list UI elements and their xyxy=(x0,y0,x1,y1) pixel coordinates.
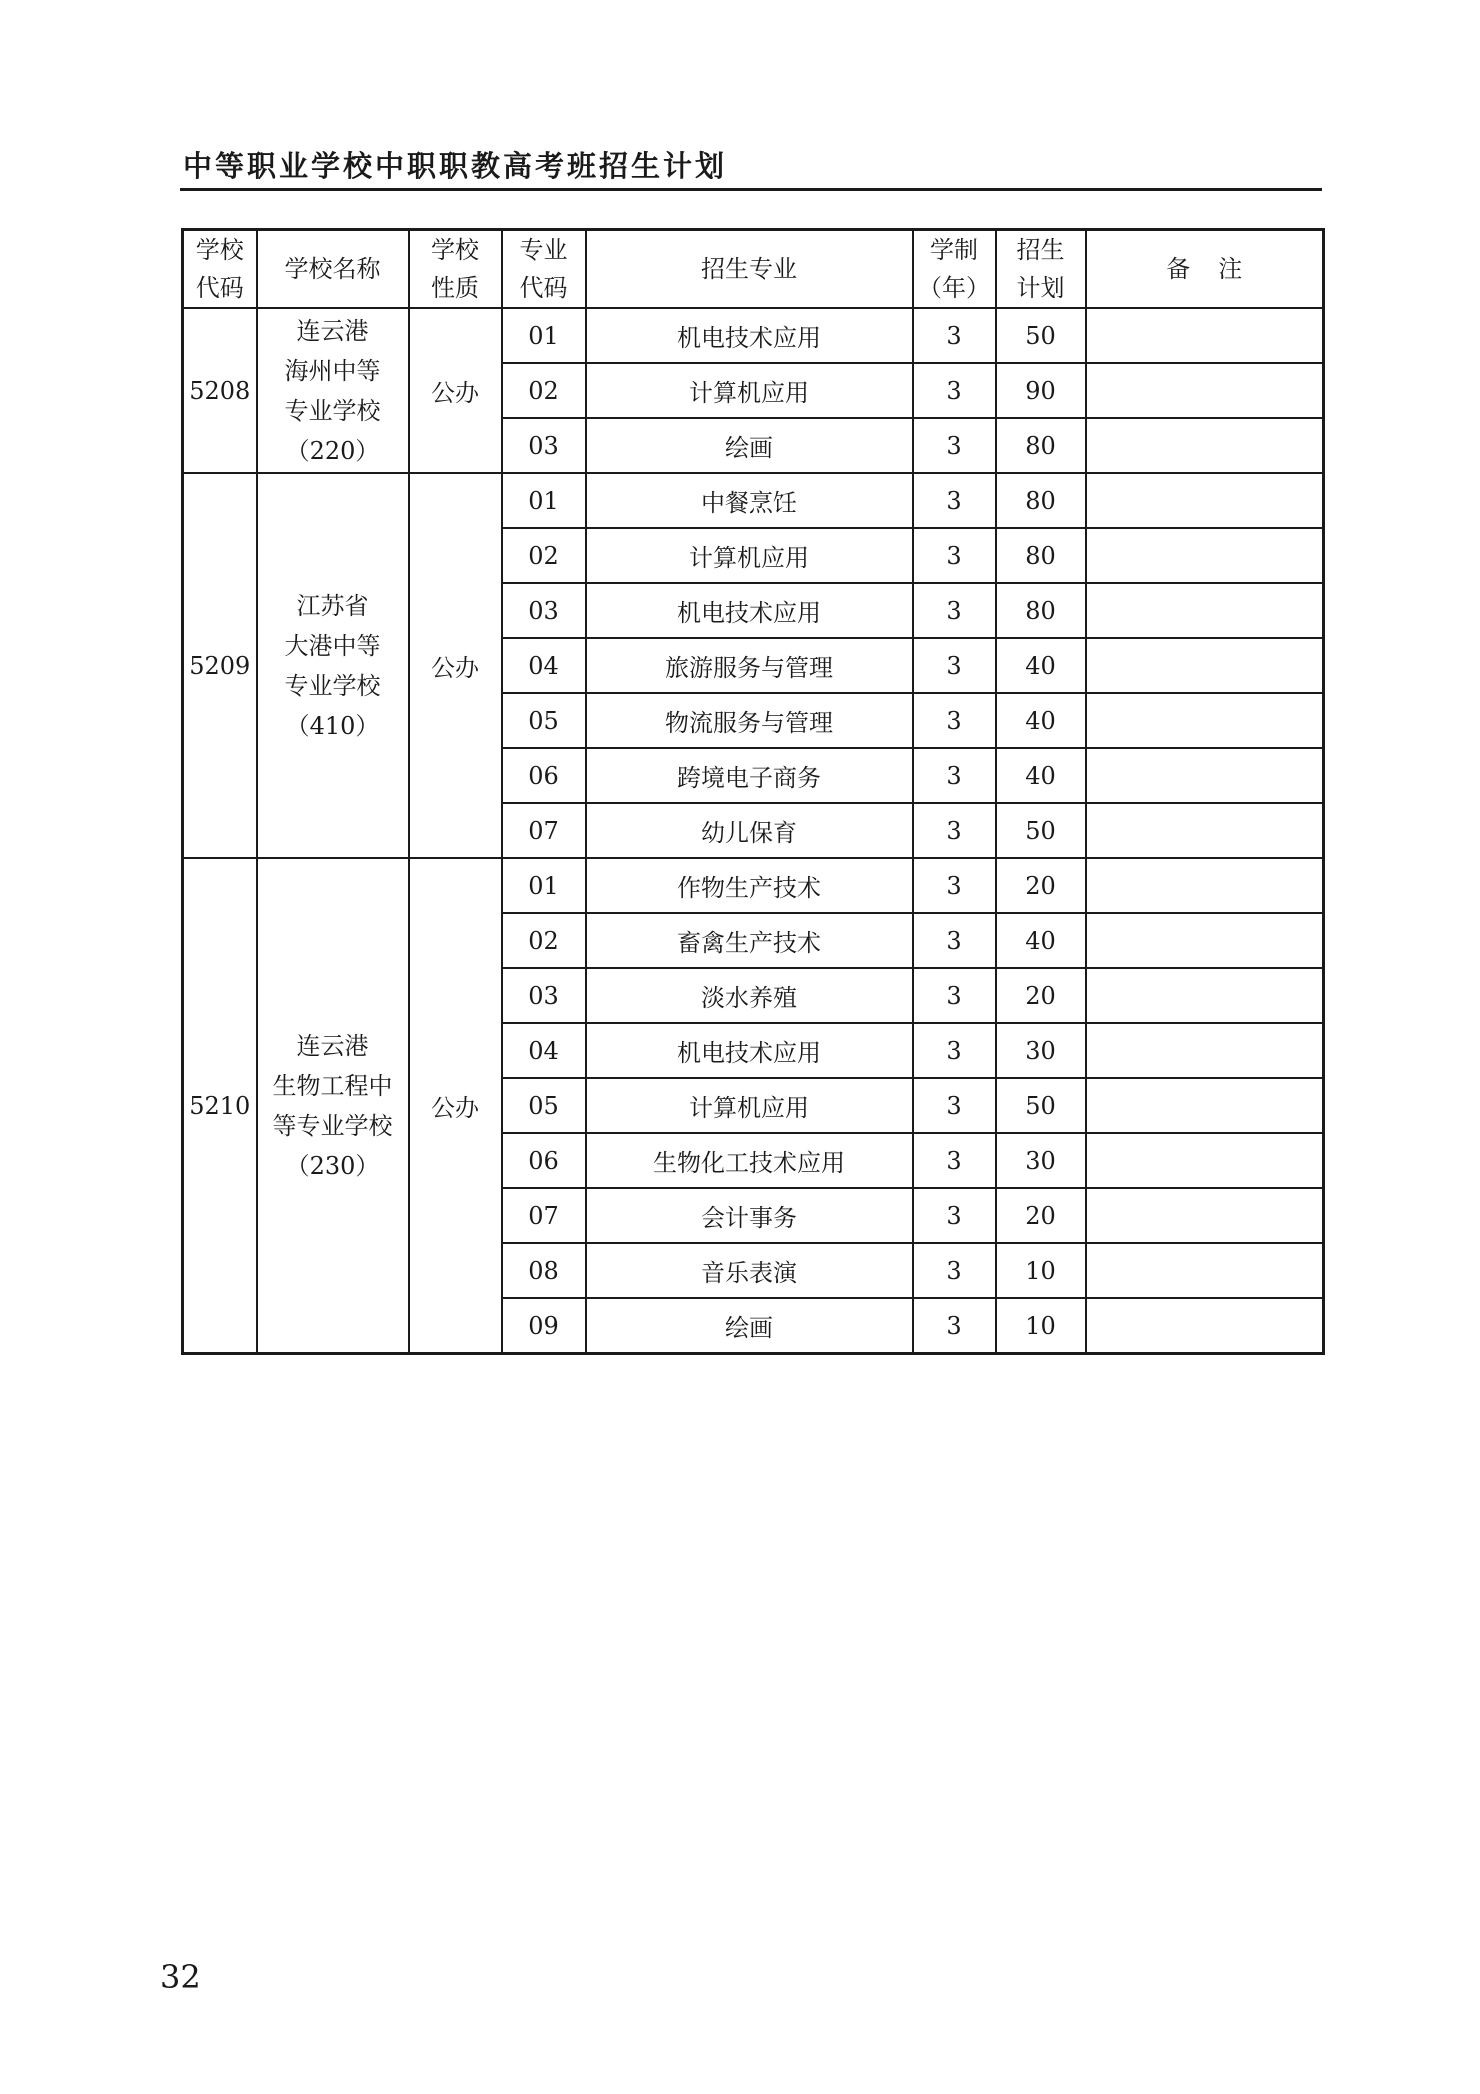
school-name-cell xyxy=(257,473,409,858)
plan-cell: 20 xyxy=(996,968,1086,1023)
school-name-line: 生物工程中 xyxy=(272,1071,393,1100)
header-school-name: 学校名称 xyxy=(257,230,409,309)
major-code-cell: 02 xyxy=(502,913,586,968)
major-name-cell: 绘画 xyxy=(586,418,913,473)
major-name-cell: 音乐表演 xyxy=(586,1243,913,1298)
major-code-cell: 09 xyxy=(502,1298,586,1354)
plan-cell: 90 xyxy=(996,363,1086,418)
plan-cell: 80 xyxy=(996,418,1086,473)
school-name-line: （410） xyxy=(285,711,380,740)
header-major-code: 专业 代码 xyxy=(502,230,586,309)
remarks-cell xyxy=(1086,803,1324,858)
remarks-cell xyxy=(1086,1188,1324,1243)
school-name-line: （220） xyxy=(285,436,380,465)
plan-cell: 10 xyxy=(996,1298,1086,1354)
major-code-cell: 02 xyxy=(502,363,586,418)
major-name-cell: 会计事务 xyxy=(586,1188,913,1243)
plan-cell: 20 xyxy=(996,1188,1086,1243)
plan-cell: 30 xyxy=(996,1133,1086,1188)
major-code-cell: 04 xyxy=(502,638,586,693)
duration-cell: 3 xyxy=(913,638,996,693)
school-name-line: 连云港 xyxy=(296,316,369,345)
major-name-cell: 幼儿保育 xyxy=(586,803,913,858)
school-type-cell: 公办 xyxy=(409,858,502,1354)
remarks-cell xyxy=(1086,308,1324,363)
major-code-cell: 06 xyxy=(502,748,586,803)
table-row xyxy=(183,858,1324,913)
duration-cell: 3 xyxy=(913,1243,996,1298)
major-name-cell: 跨境电子商务 xyxy=(586,748,913,803)
major-name-cell: 淡水养殖 xyxy=(586,968,913,1023)
school-name-line: （230） xyxy=(285,1151,380,1180)
duration-cell: 3 xyxy=(913,913,996,968)
plan-cell: 80 xyxy=(996,528,1086,583)
remarks-cell xyxy=(1086,693,1324,748)
major-code-cell: 04 xyxy=(502,1023,586,1078)
major-code-cell: 03 xyxy=(502,583,586,638)
duration-cell: 3 xyxy=(913,363,996,418)
remarks-cell xyxy=(1086,638,1324,693)
plan-cell: 80 xyxy=(996,583,1086,638)
school-name-line: 专业学校 xyxy=(284,671,381,700)
remarks-cell xyxy=(1086,418,1324,473)
remarks-cell xyxy=(1086,858,1324,913)
major-name-cell: 机电技术应用 xyxy=(586,1023,913,1078)
header-school-code: 学校 代码 xyxy=(183,230,257,309)
school-code-cell: 5208 xyxy=(183,308,257,473)
plan-cell: 50 xyxy=(996,1078,1086,1133)
school-code-cell: 5210 xyxy=(183,858,257,1354)
header-rule xyxy=(180,188,1322,191)
duration-cell: 3 xyxy=(913,1078,996,1133)
header-duration: 学制 （年） xyxy=(913,230,996,309)
major-name-cell: 旅游服务与管理 xyxy=(586,638,913,693)
duration-cell: 3 xyxy=(913,528,996,583)
school-name-line: 专业学校 xyxy=(284,396,381,425)
school-name-line: 连云港 xyxy=(296,1031,369,1060)
duration-cell: 3 xyxy=(913,1133,996,1188)
plan-cell: 40 xyxy=(996,693,1086,748)
plan-cell: 50 xyxy=(996,308,1086,363)
duration-cell: 3 xyxy=(913,1023,996,1078)
major-code-cell: 05 xyxy=(502,1078,586,1133)
major-name-cell: 物流服务与管理 xyxy=(586,693,913,748)
major-code-cell: 01 xyxy=(502,473,586,528)
major-name-cell: 作物生产技术 xyxy=(586,858,913,913)
remarks-cell xyxy=(1086,1298,1324,1354)
header-remarks: 备注 xyxy=(1086,230,1324,309)
duration-cell: 3 xyxy=(913,583,996,638)
major-code-cell: 08 xyxy=(502,1243,586,1298)
plan-cell: 40 xyxy=(996,748,1086,803)
major-name-cell: 计算机应用 xyxy=(586,1078,913,1133)
school-name-line: 海州中等 xyxy=(284,356,381,385)
duration-cell: 3 xyxy=(913,803,996,858)
school-type-cell: 公办 xyxy=(409,308,502,473)
remarks-cell xyxy=(1086,1023,1324,1078)
remarks-cell xyxy=(1086,1243,1324,1298)
school-name-line: 等专业学校 xyxy=(272,1111,393,1140)
remarks-cell xyxy=(1086,528,1324,583)
major-code-cell: 07 xyxy=(502,1188,586,1243)
remarks-cell xyxy=(1086,473,1324,528)
major-name-cell: 绘画 xyxy=(586,1298,913,1354)
enrollment-plan-table xyxy=(181,228,1325,1355)
table-body xyxy=(183,308,1324,1354)
remarks-cell xyxy=(1086,1133,1324,1188)
major-name-cell: 畜禽生产技术 xyxy=(586,913,913,968)
duration-cell: 3 xyxy=(913,473,996,528)
running-head: 中等职业学校中职职教高考班招生计划 xyxy=(183,149,728,183)
major-name-cell: 中餐烹饪 xyxy=(586,473,913,528)
major-name-cell: 机电技术应用 xyxy=(586,583,913,638)
major-code-cell: 07 xyxy=(502,803,586,858)
major-code-cell: 01 xyxy=(502,308,586,363)
school-name-cell xyxy=(257,308,409,473)
major-name-cell: 生物化工技术应用 xyxy=(586,1133,913,1188)
plan-cell: 80 xyxy=(996,473,1086,528)
plan-cell: 10 xyxy=(996,1243,1086,1298)
remarks-cell xyxy=(1086,748,1324,803)
header-major: 招生专业 xyxy=(586,230,913,309)
remarks-cell xyxy=(1086,968,1324,1023)
duration-cell: 3 xyxy=(913,748,996,803)
duration-cell: 3 xyxy=(913,968,996,1023)
major-name-cell: 机电技术应用 xyxy=(586,308,913,363)
remarks-cell xyxy=(1086,583,1324,638)
plan-cell: 40 xyxy=(996,638,1086,693)
major-name-cell: 计算机应用 xyxy=(586,363,913,418)
school-code-cell: 5209 xyxy=(183,473,257,858)
school-name-line: 江苏省 xyxy=(296,591,369,620)
major-code-cell: 05 xyxy=(502,693,586,748)
duration-cell: 3 xyxy=(913,693,996,748)
duration-cell: 3 xyxy=(913,1298,996,1354)
table-header-row xyxy=(183,230,1324,309)
duration-cell: 3 xyxy=(913,418,996,473)
remarks-cell xyxy=(1086,363,1324,418)
duration-cell: 3 xyxy=(913,1188,996,1243)
duration-cell: 3 xyxy=(913,858,996,913)
major-code-cell: 02 xyxy=(502,528,586,583)
remarks-cell xyxy=(1086,913,1324,968)
school-name-cell xyxy=(257,858,409,1354)
duration-cell: 3 xyxy=(913,308,996,363)
school-name-line: 大港中等 xyxy=(284,631,381,660)
major-code-cell: 03 xyxy=(502,968,586,1023)
major-code-cell: 03 xyxy=(502,418,586,473)
table-row xyxy=(183,308,1324,363)
header-school-type: 学校 性质 xyxy=(409,230,502,309)
header-plan: 招生 计划 xyxy=(996,230,1086,309)
plan-cell: 30 xyxy=(996,1023,1086,1078)
major-code-cell: 01 xyxy=(502,858,586,913)
plan-cell: 50 xyxy=(996,803,1086,858)
page-number: 32 xyxy=(160,1958,201,1996)
plan-cell: 20 xyxy=(996,858,1086,913)
major-name-cell: 计算机应用 xyxy=(586,528,913,583)
major-code-cell: 06 xyxy=(502,1133,586,1188)
school-type-cell: 公办 xyxy=(409,473,502,858)
remarks-cell xyxy=(1086,1078,1324,1133)
plan-cell: 40 xyxy=(996,913,1086,968)
table-row xyxy=(183,473,1324,528)
